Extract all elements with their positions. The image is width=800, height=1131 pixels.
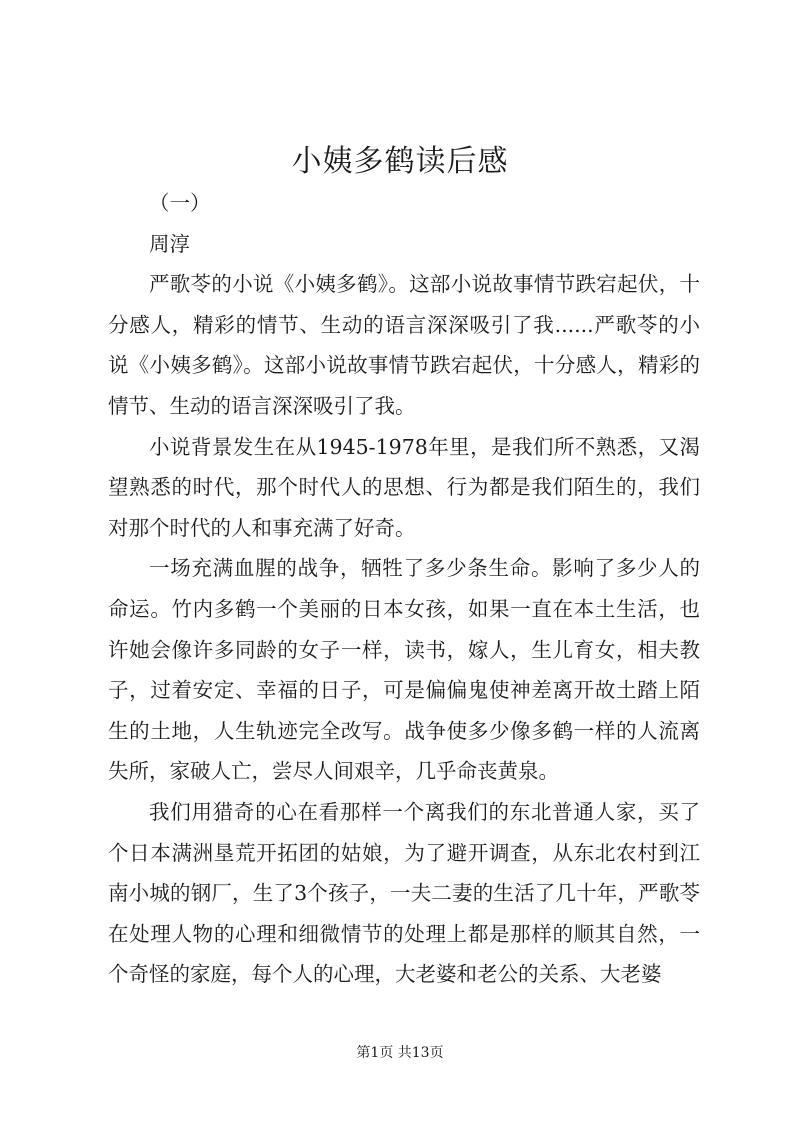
author-name: 周淳 xyxy=(149,231,190,256)
page-footer: 第1页 共13页 xyxy=(356,1045,444,1061)
document-body xyxy=(108,183,700,995)
paragraph: 我们用猎奇的心在看那样一个离我们的东北普通人家，买了个日本满洲垦荒开拓团的姑娘，为了避开调查，从东北农村到江南小城的钢厂，生了3个孩子，一夫二妻的生活了几十年，严歌苓在处理人物的心理和细微情节的处理上都是那样的顺其自然，一个奇怪的家庭，每个人的心理，大老婆和老公的关系、大老婆 xyxy=(108,799,700,987)
paragraph: 严歌苓的小说《小姨多鹤》。这部小说故事情节跌宕起伏，十分感人，精彩的情节、生动的语言深深吸引了我......严歌苓的小说《小姨多鹤》。这部小说故事情节跌宕起伏，十分感人，精彩的情节、生动的语言深深吸引了我。 xyxy=(108,272,700,418)
paragraph: 一场充满血腥的战争，牺牲了多少条生命。影响了多少人的命运。竹内多鹤一个美丽的日本女孩，如果一直在本土生活，也许她会像许多同龄的女子一样，读书，嫁人，生儿育女，相夫教子，过着安定、幸福的日子，可是偏偏鬼使神差离开故土踏上陌生的土地，人生轨迹完全改写。战争使多少像多鹤一样的人流离失所，家破人亡，尝尽人间艰辛，几乎命丧黄泉。 xyxy=(108,556,700,784)
paragraph: 小说背景发生在从1945-1978年里，是我们所不熟悉，又渴望熟悉的时代，那个时代人的思想、行为都是我们陌生的，我们对那个时代的人和事充满了好奇。 xyxy=(108,434,700,540)
section-number: （一） xyxy=(149,191,211,215)
document-title: 小姨多鹤读后感 xyxy=(291,144,509,179)
